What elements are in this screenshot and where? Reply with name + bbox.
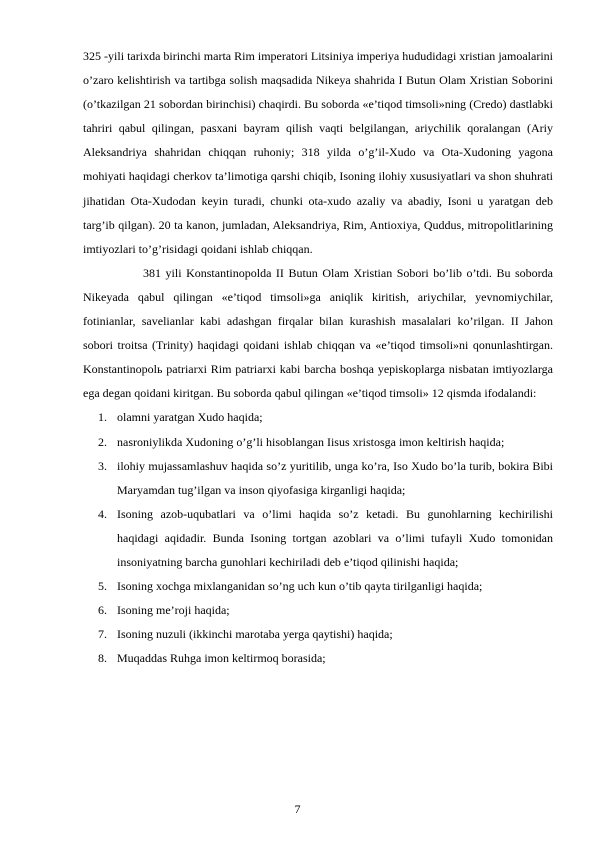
list-item-number: 5. — [98, 579, 107, 594]
list-item-text: nasroniylikda Xudoning o’g’li hisoblangan Iisus xristosga imon keltirish haqida; — [117, 434, 505, 449]
list-item — [83, 405, 553, 429]
list-item-text: Isoning nuzuli (ikkinchi marotaba yerga qaytishi) haqida; — [117, 627, 393, 642]
list-item-text: Isoning xochga mixlanganidan so’ng uch kun o’tib qayta tirilganligi haqida; — [117, 579, 483, 594]
list-item-text: ilohiy mujassamlashuv haqida so’z yuritilib, unga ko’ra, Iso Xudo bo’la turib, bokira Bibi Maryamdan tug’ilgan va inson qiyofasiga kirganligi haqida; — [117, 458, 553, 497]
list-item-text: Muqaddas Ruhga imon keltirmoq borasida; — [117, 651, 326, 666]
list-item-number: 7. — [98, 627, 107, 642]
list-item — [83, 646, 553, 670]
list-item-number: 6. — [98, 603, 107, 618]
page-number: 7 — [294, 802, 301, 816]
list-item-text: Isoning azob-uqubatlari va o’limi haqida so’z ketadi. Bu gunohlarning kechirilishi haqidagi aqidadir. Bunda Isoning tortgan azoblari va o’limi tufayli Xudo tomonidan insoniyatning barcha gunohlari kechiriladi deb e’tiqod qilinishi haqida; — [117, 506, 553, 569]
list-item-number: 3. — [98, 458, 107, 473]
page-body — [83, 44, 553, 670]
list-item — [83, 574, 553, 598]
paragraph-council-of-constantinople: 381 yili Konstantinopolda II Butun Olam Xristian Sobori bo’lib o’tdi. Bu soborda Nikeyada qabul qilingan «e’tiqod timsoli»ga aniqlik kiritish, ariychilar, yevnomiychilar, fotinianlar, savelianlar kabi adashgan firqalar bilan kurashish masalalari ko’rilgan. II Jahon sobori troitsa (Trinity) haqidagi qoidani ishlab chiqqan va «e’tiqod timsoli»ni qonunlashtirgan. Konstantinopolь patriarxi Rim patriarxi kabi barcha boshqa yepiskoplarga nisbatan imtiyozlarga ega degan qoidani kiritgan. Bu soborda qabul qilingan «e’tiqod timsoli» 12 qismda ifodalandi: — [83, 265, 553, 401]
list-item-number: 4. — [98, 506, 107, 521]
list-item — [83, 454, 553, 502]
creed-parts-list — [83, 405, 553, 670]
list-item-text: Isoning me’roji haqida; — [117, 603, 230, 618]
list-item-text: olamni yaratgan Xudo haqida; — [117, 410, 263, 425]
list-item-number: 1. — [98, 410, 107, 425]
list-item-number: 2. — [98, 434, 107, 449]
list-item — [83, 502, 553, 574]
list-item-number: 8. — [98, 651, 107, 666]
list-item — [83, 622, 553, 646]
list-item — [83, 598, 553, 622]
list-item — [83, 430, 553, 454]
paragraph-council-of-nicaea: 325 -yili tarixda birinchi marta Rim imperatori Litsiniya imperiya hududidagi xristian jamoalarini o’zaro kelishtirish va tartibga solish maqsadida Nikeya shahrida I Butun Olam Xristian Soborini (o’tkazilgan 21 sobordan birinchisi) chaqirdi. Bu soborda «e’tiqod timsoli»ning (Credo) dastlabki tahriri qabul qilingan, pasxani bayram qilish vaqti belgilangan, ariychilik qoralangan (Ariy Aleksandriya shahridan chiqqan ruhoniy; 318 yilda o’g’il-Xudo va Ota-Xudoning yagona mohiyati haqidagi cherkov ta’limotiga qarshi chiqib, Isoning ilohiy xususiyatlari va shon shuhrati jihatidan Ota-Xudodan keyin turadi, chunki ota-xudo azaliy va abadiy, Isoni u yaratgan deb targ’ib qilgan). 20 ta kanon, jumladan, Aleksandriya, Rim, Antioxiya, Quddus, mitropolitlarining imtiyozlari to’g’risidagi qoidani ishlab chiqqan. — [83, 49, 553, 256]
